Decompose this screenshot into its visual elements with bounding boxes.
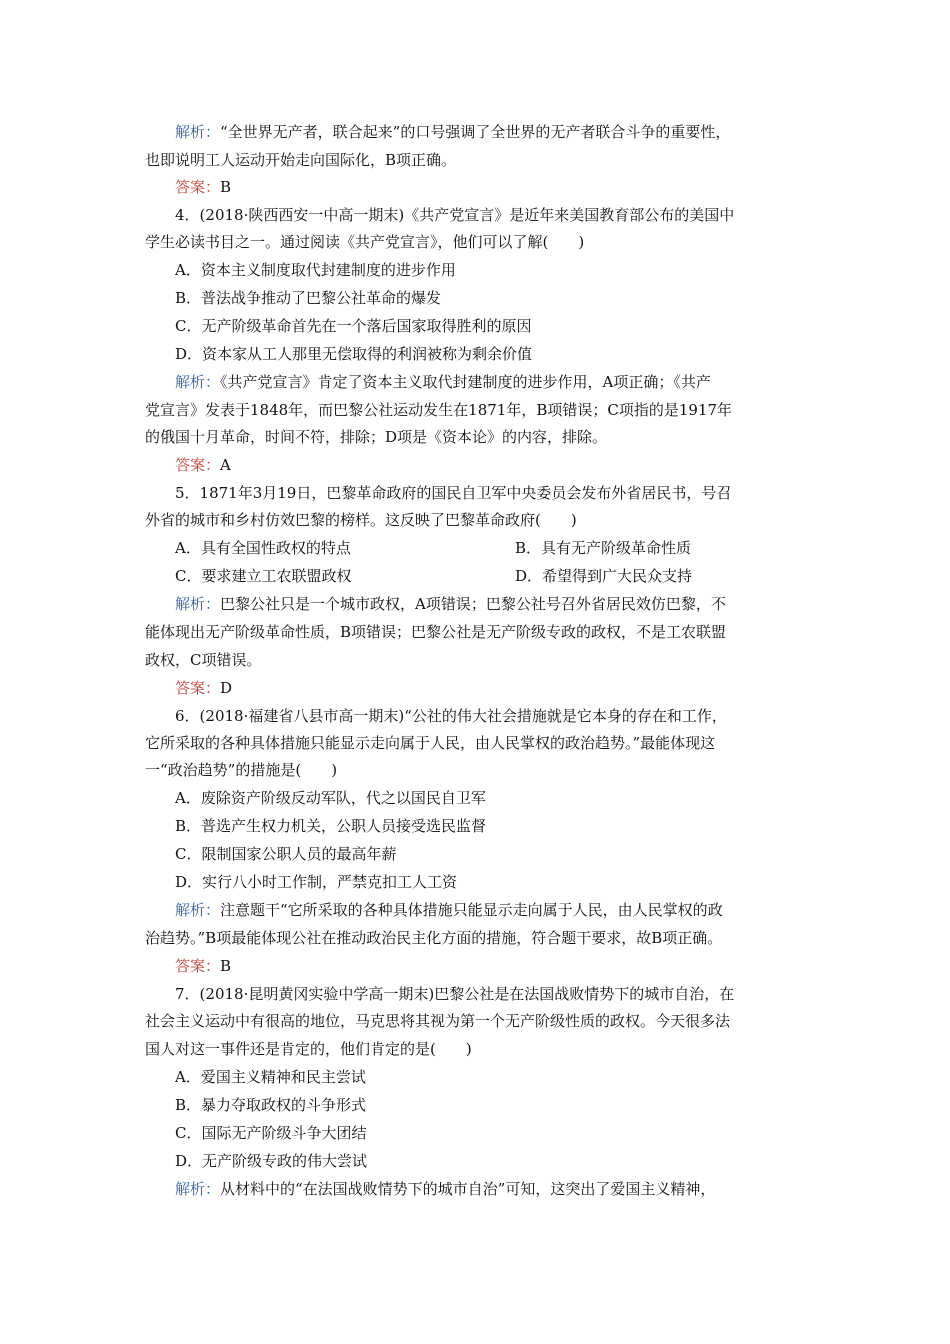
- q6-stem-line-2: 它所采取的各种具体措施只能显示走向属于人民，由人民掌权的政治趋势。”最能体现这: [145, 734, 716, 752]
- q6-stem-line-1: 6．(2018·福建省八县市高一期末)“公社的伟大社会措施就是它本身的存在和工作，: [175, 707, 727, 725]
- analysis-label: 解析：: [175, 595, 221, 613]
- q4-option-c: C．无产阶级革命首先在一个落后国家取得胜利的原因: [175, 317, 532, 335]
- q6-analysis-line-1: 解析：注意题干“它所采取的各种具体措施只能显示走向属于人民，由人民掌权的政: [175, 901, 723, 919]
- answer-label: 答案：: [175, 679, 221, 697]
- q7-stem-line-3: 国人对这一事件还是肯定的，他们肯定的是( ): [145, 1040, 472, 1058]
- q7-analysis-line-1: 解析：从材料中的“在法国战败情势下的城市自治”可知，这突出了爱国主义精神，: [175, 1180, 716, 1198]
- q7-option-c: C．国际无产阶级斗争大团结: [175, 1124, 367, 1142]
- q5-analysis-line-1: 解析：巴黎公社只是一个城市政权，A项错误；巴黎公社号召外省居民效仿巴黎，不: [175, 595, 726, 613]
- q6-analysis-line-2: 治趋势。”B项最能体现公社在推动政治民主化方面的措施，符合题干要求，故B项正确。: [145, 929, 723, 947]
- q4-analysis-line-1: 解析：《共产党宣言》肯定了资本主义取代封建制度的进步作用，A项正确；《共产: [175, 373, 711, 391]
- q4-analysis-line-3: 的俄国十月革命，时间不符，排除；D项是《资本论》的内容，排除。: [145, 428, 608, 446]
- analysis-label: 解析：: [175, 123, 221, 141]
- intro-answer: 答案：B: [175, 178, 232, 196]
- q6-option-a: A．废除资产阶级反动军队，代之以国民自卫军: [175, 789, 486, 807]
- q5-option-d: D．希望得到广大民众支持: [515, 567, 693, 585]
- analysis-label: 解析：: [175, 373, 221, 391]
- q6-option-b: B．普选产生权力机关，公职人员接受选民监督: [175, 817, 487, 835]
- q4-answer: 答案：A: [175, 456, 231, 474]
- q6-option-d: D．实行八小时工作制，严禁克扣工人工资: [175, 873, 458, 891]
- q6-answer: 答案：B: [175, 957, 232, 975]
- q4-stem-line-2: 学生必读书目之一。通过阅读《共产党宣言》，他们可以了解( ): [145, 233, 585, 251]
- intro-analysis-line-2: 也即说明工人运动开始走向国际化，B项正确。: [145, 151, 457, 169]
- q7-option-b: B．暴力夺取政权的斗争形式: [175, 1096, 367, 1114]
- q4-option-b: B．普法战争推动了巴黎公社革命的爆发: [175, 289, 442, 307]
- q5-option-a: A．具有全国性政权的特点: [175, 539, 351, 557]
- q7-stem-line-1: 7．(2018·昆明黄冈实验中学高一期末)巴黎公社是在法国战败情势下的城市自治，在: [175, 985, 735, 1003]
- q5-analysis-line-2: 能体现出无产阶级革命性质，B项错误；巴黎公社是无产阶级专政的政权，不是工农联盟: [145, 623, 727, 641]
- analysis-label: 解析：: [175, 901, 221, 919]
- q5-stem-line-2: 外省的城市和乡村仿效巴黎的榜样。这反映了巴黎革命政府( ): [145, 511, 577, 529]
- q4-analysis-line-2: 党宣言》发表于1848年，而巴黎公社运动发生在1871年，B项错误；C项指的是1917年: [145, 401, 733, 419]
- answer-label: 答案：: [175, 456, 221, 474]
- q5-option-b: B．具有无产阶级革命性质: [515, 539, 692, 557]
- analysis-label: 解析：: [175, 1180, 221, 1198]
- q7-option-d: D．无产阶级专政的伟大尝试: [175, 1152, 368, 1170]
- q5-analysis-line-3: 政权，C项错误。: [145, 651, 262, 669]
- q6-option-c: C．限制国家公职人员的最高年薪: [175, 845, 397, 863]
- q4-stem-line-1: 4．(2018·陕西西安一中高一期末)《共产党宣言》是近年来美国教育部公布的美国中: [175, 206, 735, 224]
- answer-label: 答案：: [175, 178, 221, 196]
- q5-option-c: C．要求建立工农联盟政权: [175, 567, 352, 585]
- intro-analysis-line-1: 解析：“全世界无产者，联合起来”的口号强调了全世界的无产者联合斗争的重要性，: [175, 123, 731, 141]
- q7-option-a: A．爱国主义精神和民主尝试: [175, 1068, 366, 1086]
- answer-label: 答案：: [175, 957, 221, 975]
- q7-stem-line-2: 社会主义运动中有很高的地位，马克思将其视为第一个无产阶级性质的政权。今天很多法: [145, 1012, 731, 1030]
- q5-answer: 答案：D: [175, 679, 233, 697]
- q4-option-a: A．资本主义制度取代封建制度的进步作用: [175, 261, 456, 279]
- q4-option-d: D．资本家从工人那里无偿取得的利润被称为剩余价值: [175, 345, 533, 363]
- q5-stem-line-1: 5．1871年3月19日，巴黎革命政府的国民自卫军中央委员会发布外省居民书，号召: [175, 484, 732, 502]
- q6-stem-line-3: 一“政治趋势”的措施是( ): [145, 761, 338, 779]
